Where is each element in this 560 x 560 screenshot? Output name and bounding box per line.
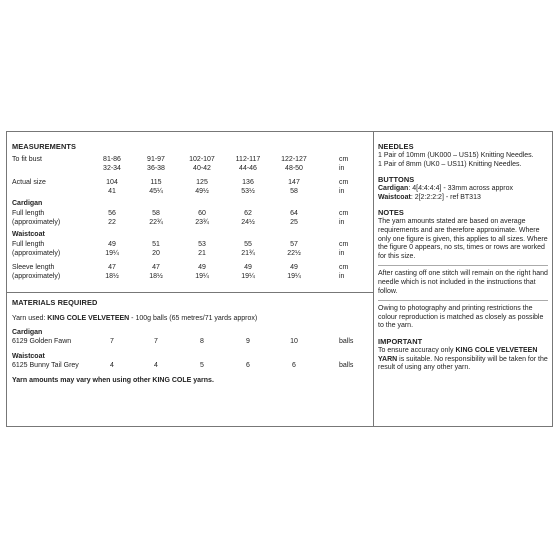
ball-count-size-4: 6 (246, 362, 250, 369)
measurement-subheading: Cardigan (12, 200, 43, 207)
measurement-label (12, 241, 60, 258)
measurement-row (12, 241, 367, 259)
cardigan-material-label: Cardigan (12, 329, 43, 336)
measurement-value: 102-107 (189, 156, 215, 163)
measurement-size-2 (136, 156, 176, 173)
measurement-row (12, 264, 367, 282)
measurement-value: 56 (108, 210, 116, 217)
measurement-label-line: (approximately) (12, 272, 61, 280)
measurement-unit: cm (339, 210, 349, 217)
buttons-cardigan-label: Cardigan (378, 185, 409, 193)
measurement-value: 18½ (149, 272, 163, 280)
column-divider (373, 132, 374, 426)
measurement-label-line: Full length (12, 210, 45, 217)
notes-rule-2 (378, 300, 548, 301)
ball-count-size-1: 4 (110, 362, 114, 369)
measurement-label (12, 156, 42, 165)
measurement-value: 58 (290, 187, 298, 195)
measurement-value: 19¼ (287, 272, 301, 280)
important-text (378, 347, 548, 373)
ball-count-size-3: 8 (200, 338, 204, 345)
measurement-label (12, 264, 60, 281)
measurement-value: 40-42 (193, 164, 211, 172)
notes-paragraph-3: Owing to photography and printing restrictions the colour reproduction is matched as closely as possible to the yarn. (378, 305, 544, 330)
measurement-subheading: Waistcoat (12, 231, 45, 238)
buttons-section (378, 175, 548, 202)
measurement-value: 112-117 (235, 156, 261, 163)
right-column (378, 142, 548, 379)
measurement-value: 24½ (241, 218, 255, 226)
ball-count-size-1: 7 (110, 338, 114, 345)
important-post: is suitable. No responsibility will be taken for the result of using any other yarn. (378, 355, 548, 372)
buttons-cardigan-line (378, 185, 548, 194)
measurement-value: 32-34 (103, 164, 121, 172)
measurement-value: 47 (152, 264, 160, 271)
waistcoat-material-row (12, 362, 367, 372)
waistcoat-unit: balls (339, 362, 354, 369)
measurement-value: 49 (290, 264, 298, 271)
measurement-size-3 (182, 156, 222, 173)
measurement-size-5 (274, 179, 314, 196)
measurement-value: 55 (244, 241, 252, 248)
measurement-row (12, 179, 367, 197)
notes-paragraph-2: After casting off one stitch will remain on the right hand needle which is not included in the instructions that follow. (378, 270, 548, 295)
measurement-size-1 (92, 156, 132, 173)
waistcoat-shade: 6125 Bunny Tail Grey (12, 362, 79, 369)
measurement-size-2 (136, 241, 176, 258)
measurement-value: 36-38 (147, 164, 165, 172)
important-heading: IMPORTANT (378, 336, 423, 346)
measurement-size-1 (92, 179, 132, 196)
measurement-value: 115 (150, 179, 162, 186)
needles-line-2: 1 Pair of 8mm (UK0 – US11) Knitting Needles. (378, 160, 522, 168)
measurement-row (12, 156, 367, 174)
yarn-amount-note: Yarn amounts may vary when using other KING COLE yarns. (12, 377, 214, 384)
measurement-unit: cm (339, 179, 349, 186)
measurement-unit: cm (339, 156, 349, 163)
measurement-size-3 (182, 241, 222, 258)
measurement-value: 58 (152, 210, 160, 217)
measurement-value: 49 (198, 264, 206, 271)
measurement-value: 25 (290, 218, 298, 226)
measurement-value: 41 (108, 187, 116, 195)
measurement-unit: in (339, 187, 345, 195)
measurement-value: 136 (242, 179, 254, 186)
buttons-waistcoat-text: : 2[2:2:2:2] - ref BT313 (410, 193, 481, 201)
ball-count-size-3: 5 (200, 362, 204, 369)
measurement-value: 51 (152, 241, 160, 248)
measurement-value: 19¼ (241, 272, 255, 280)
measurement-value: 91-97 (147, 156, 165, 163)
measurement-value: 21 (198, 249, 206, 257)
ball-count-size-2: 7 (154, 338, 158, 345)
measurement-units (339, 264, 348, 281)
measurement-size-1 (92, 241, 132, 258)
measurement-size-4 (228, 210, 268, 227)
measurement-value: 45¼ (149, 187, 163, 195)
measurement-value: 48-50 (285, 164, 303, 172)
measurement-value: 57 (290, 241, 298, 248)
notes-rule-1 (378, 265, 548, 266)
cardigan-shade: 6129 Golden Fawn (12, 338, 72, 345)
measurement-unit: cm (339, 241, 349, 248)
measurement-label-line: (approximately) (12, 218, 61, 226)
measurement-size-3 (182, 179, 222, 196)
cardigan-unit: balls (339, 338, 354, 345)
measurement-size-5 (274, 210, 314, 227)
important-section (378, 337, 548, 373)
ball-count-size-2: 4 (154, 362, 158, 369)
measurement-value: 23¾ (195, 218, 209, 226)
measurement-size-2 (136, 179, 176, 196)
notes-section (378, 208, 548, 331)
important-brand: KING COLE VELVETEEN YARN (378, 346, 538, 363)
measurement-value: 22½ (287, 249, 301, 257)
measurement-value: 49 (244, 264, 252, 271)
measurement-value: 44-46 (239, 164, 257, 172)
measurement-value: 53 (198, 241, 206, 248)
measurement-size-1 (92, 210, 132, 227)
measurement-size-2 (136, 210, 176, 227)
measurement-units (339, 156, 348, 173)
section-divider (7, 292, 373, 293)
measurement-size-1 (92, 264, 132, 281)
materials-heading: MATERIALS REQUIRED (12, 298, 98, 307)
measurement-size-5 (274, 264, 314, 281)
measurement-size-4 (228, 264, 268, 281)
measurement-size-4 (228, 179, 268, 196)
buttons-waistcoat-line (378, 194, 548, 203)
measurement-value: 81-86 (103, 156, 121, 163)
measurement-size-4 (228, 241, 268, 258)
waistcoat-material-label: Waistcoat (12, 353, 45, 360)
yarn-name: KING COLE VELVETEEN (47, 315, 130, 322)
measurement-label (12, 210, 60, 227)
measurement-value: 49½ (195, 187, 209, 195)
measurement-unit: in (339, 218, 345, 226)
measurement-value: 53½ (241, 187, 255, 195)
measurement-value: 122-127 (281, 156, 307, 163)
buttons-waistcoat-label: Waistcoat (378, 193, 411, 201)
needles-line-1: 1 Pair of 10mm (UK000 – US15) Knitting Needles. (378, 152, 534, 159)
measurement-size-5 (274, 241, 314, 258)
measurement-value: 19¼ (105, 249, 119, 257)
measurement-label-line: Actual size (12, 179, 46, 186)
yarn-suffix: - 100g balls (65 metres/71 yards approx) (129, 315, 258, 322)
measurement-value: 104 (106, 179, 118, 186)
measurement-value: 20 (152, 249, 160, 257)
measurement-unit: in (339, 164, 345, 172)
measurement-size-3 (182, 264, 222, 281)
measurement-size-2 (136, 264, 176, 281)
measurement-value: 21¾ (241, 249, 255, 257)
ball-count-size-4: 9 (246, 338, 250, 345)
measurement-value: 125 (196, 179, 208, 186)
buttons-cardigan-text: : 4[4:4:4:4] - 33mm across approx (408, 185, 514, 193)
measurement-row (12, 210, 367, 228)
measurement-value: 64 (290, 210, 298, 217)
measurement-label-line: Full length (12, 241, 45, 248)
yarn-prefix: Yarn used: (12, 315, 48, 322)
measurement-unit: in (339, 249, 345, 257)
cardigan-material-row (12, 338, 367, 348)
measurement-value: 60 (198, 210, 206, 217)
pattern-info-sheet (6, 131, 553, 427)
measurement-label-line: (approximately) (12, 249, 61, 257)
buttons-heading: BUTTONS (378, 175, 415, 185)
measurement-value: 62 (244, 210, 252, 217)
measurement-value: 22 (108, 218, 116, 226)
measurement-value: 22¾ (149, 218, 163, 226)
measurement-unit: in (339, 272, 345, 280)
measurement-value: 47 (108, 264, 116, 271)
measurement-label-line: Sleeve length (12, 264, 55, 271)
measurement-units (339, 210, 348, 227)
notes-paragraph-1: The yarn amounts stated are based on average requirements and are therefore approximate. Where only one figure is given, this applies to all sizes. Where the figure 0 appears, no sts, times or rows are worked for this size. (378, 218, 548, 260)
important-pre: To ensure accuracy only (378, 346, 456, 354)
ball-count-size-5: 6 (292, 362, 296, 369)
measurement-label (12, 179, 46, 188)
measurement-value: 19¼ (195, 272, 209, 280)
measurement-size-4 (228, 156, 268, 173)
measurement-value: 18½ (105, 272, 119, 280)
measurement-value: 49 (108, 241, 116, 248)
measurement-units (339, 179, 348, 196)
measurement-unit: cm (339, 264, 349, 271)
ball-count-size-5: 10 (290, 338, 298, 345)
yarn-used-line (12, 315, 367, 325)
measurement-value: 147 (288, 179, 300, 186)
measurement-label-line: To fit bust (12, 156, 42, 163)
needles-section (378, 142, 548, 169)
measurement-size-3 (182, 210, 222, 227)
notes-heading: NOTES (378, 208, 404, 218)
needles-heading: NEEDLES (378, 142, 414, 151)
measurement-units (339, 241, 348, 258)
measurements-heading: MEASUREMENTS (12, 142, 77, 151)
measurement-size-5 (274, 156, 314, 173)
